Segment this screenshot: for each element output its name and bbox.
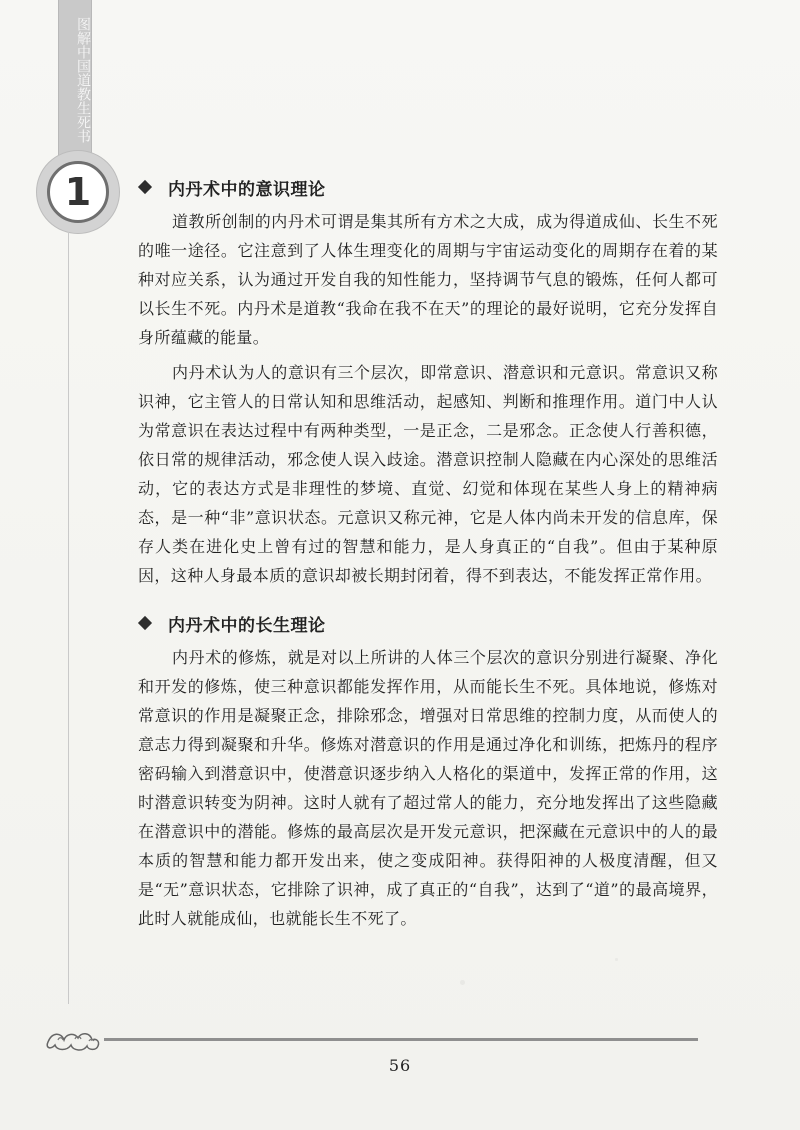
- section-title-text: 内丹术中的长生理论: [168, 615, 326, 636]
- paper-speck: [460, 980, 465, 985]
- page-content: [138, 172, 718, 951]
- paragraph: 道教所创制的内丹术可谓是集其所有方术之大成，成为得道成仙、长生不死的唯一途径。它注意到了人体生理变化的周期与宇宙运动变化的周期存在着的某种对应关系，认为通过开发自我的知性能力，坚持调节气息的锻炼，任何人都可以长生不死。内丹术是道教“我命在我不在天”的理论的最好说明，它充分发挥自身所蕴藏的能量。: [138, 212, 718, 347]
- diamond-bullet-icon: [138, 180, 152, 194]
- book-title-vertical: 图解中国道教生死书: [75, 17, 91, 143]
- paper-speck: [615, 958, 618, 961]
- diamond-bullet-icon: [138, 616, 152, 630]
- section-title: [138, 172, 718, 202]
- page-number: 56: [388, 1056, 412, 1075]
- section-title: [138, 608, 718, 638]
- cloud-ornament-icon: [44, 1022, 102, 1056]
- section-consciousness-theory: [138, 172, 718, 590]
- chapter-badge-inner: [47, 161, 109, 223]
- section-title-text: 内丹术中的意识理论: [168, 179, 326, 200]
- book-title-tab: [58, 0, 92, 168]
- left-margin-rule: [68, 232, 69, 1004]
- footer-rule: [104, 1038, 698, 1041]
- section-longevity-theory: [138, 608, 718, 933]
- paragraph: 内丹术认为人的意识有三个层次，即常意识、潜意识和元意识。常意识又称识神，它主管人的日常认知和思维活动，起感知、判断和推理作用。道门中人认为常意识在表达过程中有两种类型，一是正念，二是邪念。正念使人行善积德，依日常的规律活动，邪念使人误入歧途。潜意识控制人隐藏在内心深处的思维活动，它的表达方式是非理性的梦境、直觉、幻觉和体现在某些人身上的精神病态，是一种“非”意识状态。元意识又称元神，它是人体内尚未开发的信息库，保存人类在进化史上曾有过的智慧和能力，是人身真正的“自我”。但由于某种原因，这种人身最本质的意识却被长期封闭着，得不到表达，不能发挥正常作用。: [138, 363, 718, 585]
- chapter-number: 1: [64, 170, 92, 214]
- paragraph: 内丹术的修炼，就是对以上所讲的人体三个层次的意识分别进行凝聚、净化和开发的修炼，使三种意识都能发挥作用，从而能长生不死。具体地说，修炼对常意识的作用是凝聚正念，排除邪念，增强对日常思维的控制力度，从而使人的意志力得到凝聚和升华。修炼对潜意识的作用是通过净化和训练，把炼丹的程序密码输入到潜意识中，使潜意识逐步纳入人格化的渠道中，发挥正常的作用，这时潜意识转变为阴神。这时人就有了超过常人的能力，充分地发挥出了这些隐藏在潜意识中的潜能。修炼的最高层次是开发元意识，把深藏在元意识中的人的最本质的智慧和能力都开发出来，使之变成阳神。获得阳神的人极度清醒，但又是“无”意识状态，它排除了识神，成了真正的“自我”，达到了“道”的最高境界，此时人就能成仙，也就能长生不死了。: [138, 648, 718, 928]
- chapter-badge: [36, 150, 120, 234]
